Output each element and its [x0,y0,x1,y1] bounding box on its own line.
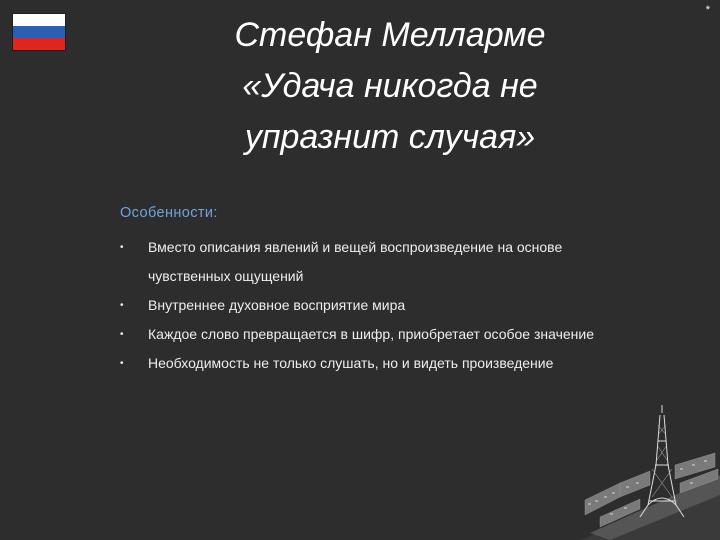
bullet-icon: • [120,358,124,369]
list-item [120,291,600,320]
flag-icon [13,14,65,50]
bullet-icon: • [120,329,124,340]
slide-title [180,10,600,163]
features-list [120,233,600,378]
list-item-text: Необходимость не только слушать, но и видеть произведение [148,355,554,371]
slide-corner-mark: * [705,4,710,16]
title-line-2: «Удача никогда не [242,67,538,105]
eiffel-tower-skyline-icon [580,405,720,540]
flag-stripe-blue [13,26,65,38]
bullet-icon: • [120,242,124,253]
list-item-text: Каждое слово превращается в шифр, приобретает особое значение [148,326,595,342]
slide-content [120,205,600,378]
list-item-text: Внутреннее духовное восприятие мира [148,297,406,313]
title-line-1: Стефан Мелларме [234,16,546,54]
list-item [120,349,600,378]
list-item-text: Вместо описания явлений и вещей воспроизведение на основе чувственных ощущений [148,239,563,284]
list-item [120,233,600,291]
features-heading: Особенности: [120,205,218,221]
title-line-3: упразнит случая» [244,118,536,156]
list-item [120,320,600,349]
flag-stripe-red [13,38,65,50]
flag-stripe-white [13,14,65,26]
bullet-icon: • [120,300,124,311]
